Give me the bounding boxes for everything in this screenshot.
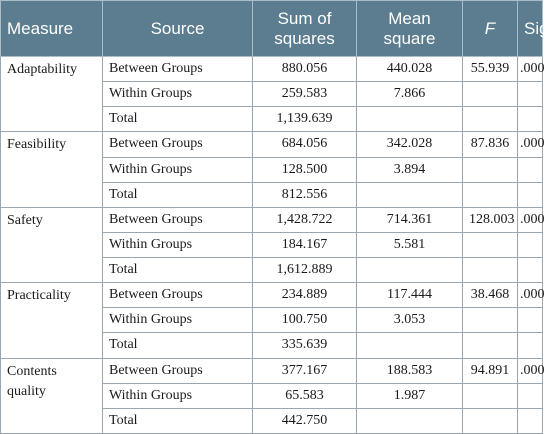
f-value-cell [463, 333, 518, 358]
significance-cell: .000 [518, 358, 543, 383]
table-row [1, 132, 543, 157]
sum-of-squares-cell: 234.889 [253, 283, 357, 308]
f-value-cell [463, 408, 518, 433]
sum-of-squares-cell: 377.167 [253, 358, 357, 383]
significance-cell [518, 157, 543, 182]
header-mean-square: Mean square [357, 1, 463, 57]
mean-square-cell [357, 333, 463, 358]
header-row [1, 1, 543, 57]
mean-square-cell: 188.583 [357, 358, 463, 383]
significance-cell: .000 [518, 283, 543, 308]
mean-square-cell [357, 182, 463, 207]
source-cell: Between Groups [103, 207, 253, 232]
table-row [1, 283, 543, 308]
table-body [1, 57, 543, 434]
sum-of-squares-cell: 1,139.639 [253, 107, 357, 132]
f-value-cell: 87.836 [463, 132, 518, 157]
significance-cell [518, 383, 543, 408]
sum-of-squares-cell: 812.556 [253, 182, 357, 207]
source-cell: Total [103, 258, 253, 283]
mean-square-cell: 440.028 [357, 57, 463, 82]
header-sum-of-squares: Sum of squares [253, 1, 357, 57]
header-f: F [463, 1, 518, 57]
f-value-cell [463, 308, 518, 333]
table-row [1, 358, 543, 383]
table-header [1, 1, 553, 57]
f-value-cell [463, 157, 518, 182]
significance-cell [518, 232, 543, 257]
mean-square-cell: 714.361 [357, 207, 463, 232]
measure-cell: Contents quality [1, 358, 103, 434]
sum-of-squares-cell: 1,612.889 [253, 258, 357, 283]
significance-cell [518, 308, 543, 333]
source-cell: Within Groups [103, 82, 253, 107]
mean-square-cell: 5.581 [357, 232, 463, 257]
sum-of-squares-cell: 184.167 [253, 232, 357, 257]
mean-square-cell: 3.894 [357, 157, 463, 182]
significance-cell: .000 [518, 57, 543, 82]
measure-cell: Adaptability [1, 57, 103, 132]
significance-cell: .000 [518, 207, 543, 232]
source-cell: Within Groups [103, 383, 253, 408]
sum-of-squares-cell: 100.750 [253, 308, 357, 333]
header-source: Source [103, 1, 253, 57]
f-value-cell: 128.003 [463, 207, 518, 232]
significance-cell [518, 333, 543, 358]
significance-cell [518, 182, 543, 207]
mean-square-cell: 1.987 [357, 383, 463, 408]
significance-cell: .000 [518, 132, 543, 157]
significance-cell [518, 82, 543, 107]
header-measure: Measure [1, 1, 103, 57]
table-row [1, 207, 543, 232]
f-value-cell [463, 82, 518, 107]
mean-square-cell [357, 107, 463, 132]
measure-cell: Safety [1, 207, 103, 282]
sum-of-squares-cell: 880.056 [253, 57, 357, 82]
source-cell: Within Groups [103, 157, 253, 182]
significance-cell [518, 408, 543, 433]
mean-square-cell [357, 408, 463, 433]
f-value-cell [463, 232, 518, 257]
table-row [1, 57, 543, 82]
sum-of-squares-cell: 128.500 [253, 157, 357, 182]
sum-of-squares-cell: 65.583 [253, 383, 357, 408]
source-cell: Between Groups [103, 358, 253, 383]
header-sig: Sig. [518, 1, 543, 57]
mean-square-cell [357, 258, 463, 283]
sum-of-squares-cell: 259.583 [253, 82, 357, 107]
source-cell: Within Groups [103, 308, 253, 333]
source-cell: Total [103, 107, 253, 132]
f-value-cell [463, 107, 518, 132]
mean-square-cell: 3.053 [357, 308, 463, 333]
sum-of-squares-cell: 684.056 [253, 132, 357, 157]
source-cell: Total [103, 333, 253, 358]
source-cell: Within Groups [103, 232, 253, 257]
source-cell: Total [103, 408, 253, 433]
mean-square-cell: 117.444 [357, 283, 463, 308]
sum-of-squares-cell: 1,428.722 [253, 207, 357, 232]
significance-cell [518, 258, 543, 283]
mean-square-cell: 342.028 [357, 132, 463, 157]
mean-square-cell: 7.866 [357, 82, 463, 107]
source-cell: Between Groups [103, 132, 253, 157]
measure-cell: Practicality [1, 283, 103, 358]
f-value-cell [463, 383, 518, 408]
f-value-cell: 94.891 [463, 358, 518, 383]
source-cell: Total [103, 182, 253, 207]
f-value-cell: 38.468 [463, 283, 518, 308]
sum-of-squares-cell: 442.750 [253, 408, 357, 433]
significance-cell [518, 107, 543, 132]
sum-of-squares-cell: 335.639 [253, 333, 357, 358]
source-cell: Between Groups [103, 283, 253, 308]
f-value-cell [463, 182, 518, 207]
measure-cell: Feasibility [1, 132, 103, 207]
f-value-cell: 55.939 [463, 57, 518, 82]
source-cell: Between Groups [103, 57, 253, 82]
f-value-cell [463, 258, 518, 283]
